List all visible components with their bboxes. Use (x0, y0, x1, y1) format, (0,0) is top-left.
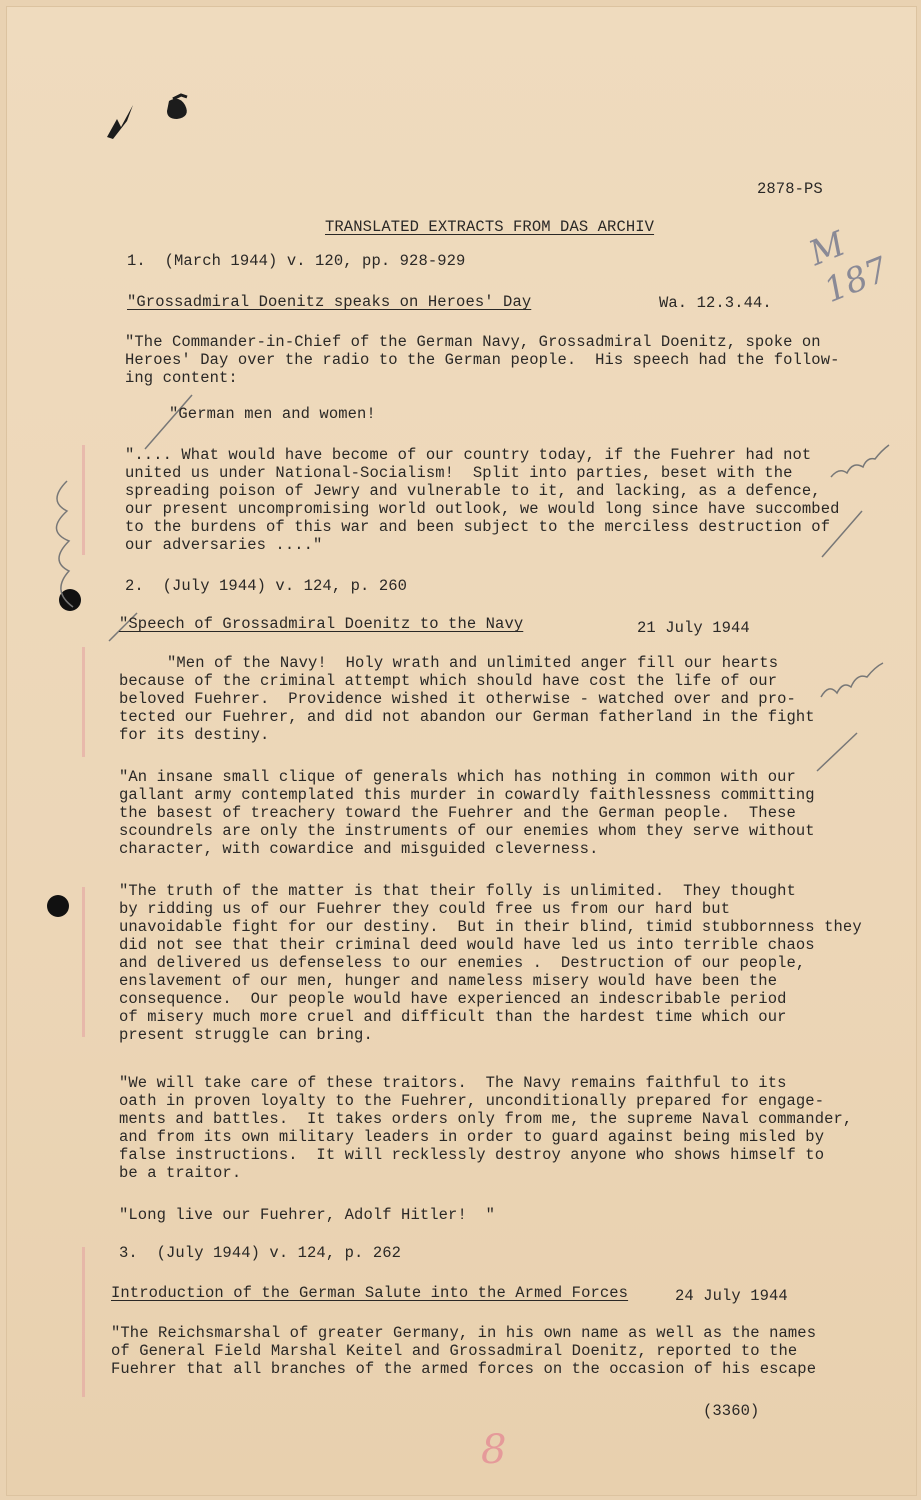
section-date: Wa. 12.3.44. (659, 294, 772, 312)
handwritten-page-number: 8 (481, 1427, 507, 1473)
paragraph: "Long live our Fuehrer, Adolf Hitler! " (119, 1206, 496, 1224)
section-ref: 3. (July 1944) v. 124, p. 262 (119, 1244, 402, 1262)
handwritten-reference: M 187 (803, 223, 894, 312)
section-ref: 2. (July 1944) v. 124, p. 260 (125, 577, 408, 595)
pencil-check-mark (807, 727, 867, 777)
section-heading: Introduction of the German Salute into the Armed Forces (111, 1284, 629, 1302)
paragraph: "German men and women! (169, 405, 376, 423)
margin-rule (82, 1247, 85, 1397)
pencil-scribble (37, 477, 87, 617)
section-date: 21 July 1944 (637, 619, 750, 637)
section-date: 24 July 1944 (675, 1287, 788, 1305)
document-page: 2878-PS M 187 TRANSLATED EXTRACTS FROM DAS ARCHIV 1. (March 1944) v. 120, pp. 928-929 "Grossadmiral Doenitz speaks on Heroes' Day Wa. 12.3.44. "The Commander-in-Chief of the German Navy, Grossadmiral Doenitz, spoke on Heroes' Day over the radio to the German people. His speech had the follow- ing content: "German men and women! ".... What would have become of our country today, if the Fuehrer had not united us under National-Socialism! Split into parties, beset with the spreading poison of Jewry and vulnerable to it, and lacking, as a defence, our present uncompromising world outlook, we would long since have succombed to the burdens of this war and been subject to the merciless destruction of our adversaries ...." 2. (July 1944) v. 124, p. 260 "Speech of Grossadmiral Doenitz to the Navy 21 July 1944 "Men of the Navy! Holy wrath and unlimited anger fill our hearts because of the criminal attempt which should have cost the life of our beloved Fuehrer. Providence wished it otherwise - watched over and pro- tected our Fuehrer, and did not abandon our German fatherland in the fight for its destiny. "An insane small clique of generals which has nothing in common with our gallant army contemplated this murder in cowardly faithlessness committing the basest of treachery toward the Fuehrer and the German people. These scoundrels are only the instruments of our enemies whom they serve without character, with cowardice and misguided cleverness. "The truth of the matter is that their folly is unlimited. They thought by ridding us of our Fuehrer they could free us from our hard but unavoidable fight for our destiny. But in their blind, timid stubbornness they did not see that their criminal deed would have led us into terrible chaos and delivered us defenseless to our enemies . Destruction of our people, enslavement of our men, hunger and nameless misery would have been the consequence. Our people would have experienced an indescribable period of misery much more cruel and difficult than the hardest time which our present struggle can bring. "We will take care of these traitors. The Navy remains faithful to its oath in proven loyalty to the Fuehrer, unconditionally prepared for engage- ments and battles. It takes orders only from me, the supreme Naval commander, and from its own military leaders in order to guard against being misled by false instructions. It will recklessly destroy anyone who shows himself to be a traitor. "Long live our Fuehrer, Adolf Hitler! " 3. (July 1944) v. 124, p. 262 Introduction of the German Salute into the Armed Forces 24 July 1944 "The Reichsmarshal of greater Germany, in his own name as well as the names of General Field Marshal Keitel and Grossadmiral Doenitz, reported to the Fuehrer that all branches of the armed forces on the occasion of his escape (3360) 8 (6, 6, 917, 1496)
pencil-scribble (827, 427, 897, 487)
footer-code: (3360) (703, 1402, 760, 1420)
document-number: 2878-PS (757, 180, 823, 198)
section-ref: 1. (March 1944) v. 120, pp. 928-929 (127, 252, 466, 270)
punch-hole-lower (47, 895, 69, 917)
pencil-scribble (817, 657, 887, 707)
section-heading: "Grossadmiral Doenitz speaks on Heroes' Day (127, 293, 532, 311)
margin-rule (82, 887, 85, 1037)
page-title: TRANSLATED EXTRACTS FROM DAS ARCHIV (325, 218, 655, 236)
margin-rule (82, 647, 85, 757)
ink-scribble-mark (99, 89, 209, 149)
section-heading: "Speech of Grossadmiral Doenitz to the Navy (119, 615, 524, 633)
